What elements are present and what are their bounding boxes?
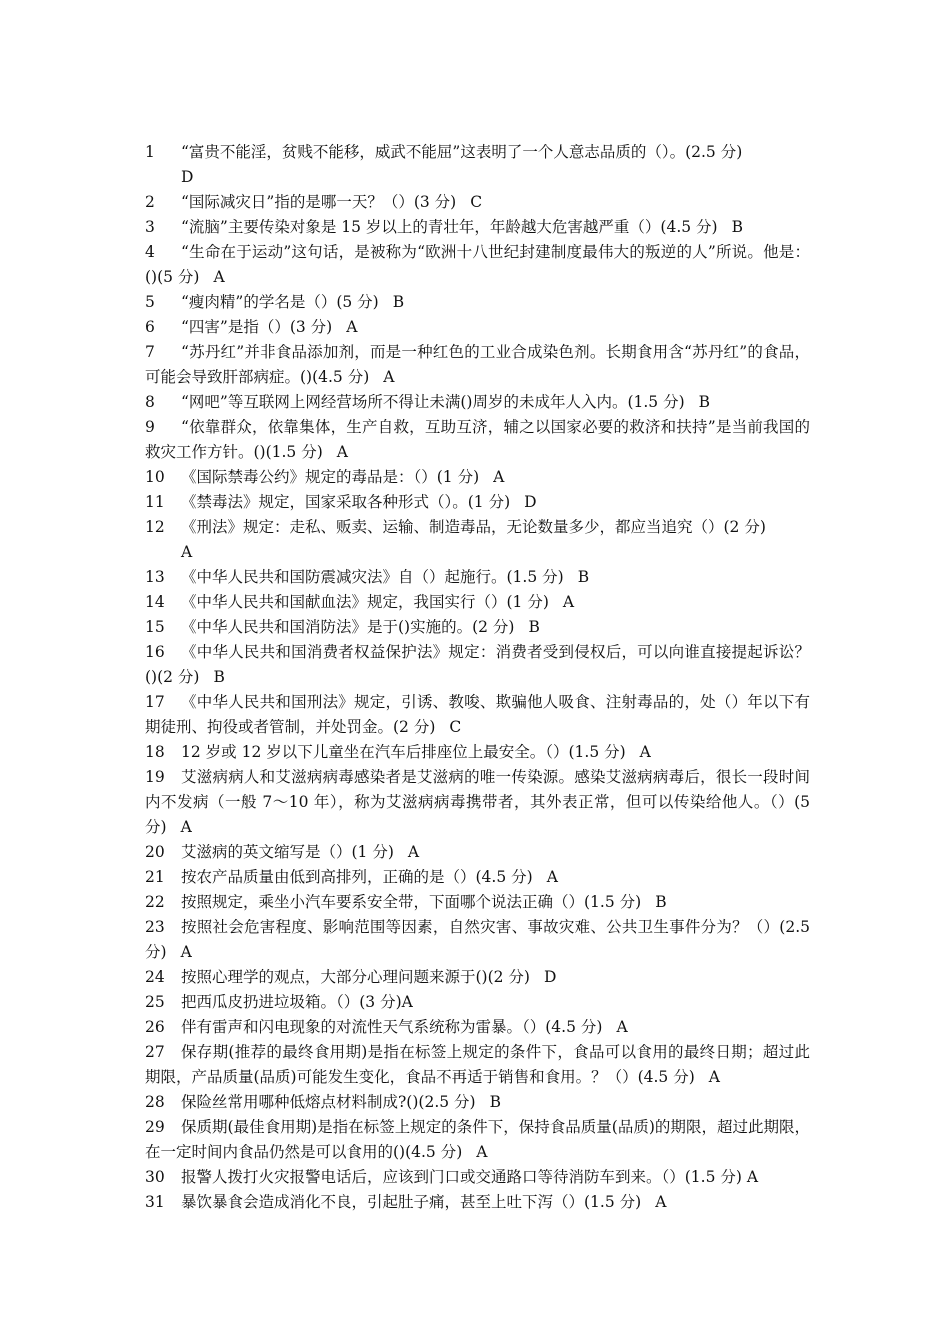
question-text: “生命在于运动”这句话，是被称为“欧洲十八世纪封建制度最伟大的叛逆的人”所说。他是：()(5 分) — [145, 243, 810, 286]
question-text: 《中华人民共和国献血法》规定，我国实行（）(1 分) — [181, 593, 549, 611]
question-number: 29 — [145, 1118, 165, 1136]
question-number: 5 — [145, 293, 155, 311]
question-item — [145, 1165, 810, 1190]
question-number: 23 — [145, 918, 165, 936]
question-answer: A — [616, 1018, 628, 1036]
question-text: “富贵不能淫，贫贱不能移，威武不能屈”这表明了一个人意志品质的（）。(2.5 分) — [181, 143, 743, 161]
question-item — [145, 515, 810, 565]
question-item — [145, 1115, 810, 1165]
question-number: 4 — [145, 243, 155, 261]
question-answer: B — [489, 1093, 501, 1111]
question-answer: A — [708, 1068, 720, 1086]
question-item — [145, 1040, 810, 1090]
question-answer: B — [577, 568, 590, 586]
question-item — [145, 865, 810, 890]
question-text: 《中华人民共和国消防法》是于()实施的。(2 分) — [181, 618, 515, 636]
question-text: “苏丹红”并非食品添加剂，而是一种红色的工业合成染色剂。长期食用含“苏丹红”的食品，可能会导致肝部病症。()(4.5 分) — [145, 343, 810, 386]
question-number: 12 — [145, 518, 165, 536]
question-number: 20 — [145, 843, 165, 861]
question-answer: B — [655, 893, 667, 911]
question-item — [145, 390, 810, 415]
question-answer: B — [698, 393, 711, 411]
question-text: 保存期(推荐的最终食用期)是指在标签上规定的条件下，食品可以食用的最终日期；超过此期限，产品质量(品质)可能发生变化，食品不再适于销售和食用。？（）(4.5 分) — [145, 1043, 810, 1086]
question-item — [145, 765, 810, 840]
question-number: 22 — [145, 893, 165, 911]
question-text: 伴有雷声和闪电现象的对流性天气系统称为雷暴。（）(4.5 分) — [181, 1018, 603, 1036]
question-text: 按照心理学的观点，大部分心理问题来源于()(2 分) — [181, 968, 530, 986]
question-answer: D — [543, 968, 557, 986]
question-item — [145, 965, 810, 990]
question-number: 10 — [145, 468, 165, 486]
question-answer: A — [180, 943, 192, 961]
question-item — [145, 315, 810, 340]
question-item — [145, 290, 810, 315]
question-answer: A — [562, 593, 575, 611]
question-text: 12 岁或 12 岁以下儿童坐在汽车后排座位上最安全。（）(1.5 分) — [181, 743, 626, 761]
question-answer: C — [470, 193, 483, 211]
question-item — [145, 340, 810, 390]
question-number: 27 — [145, 1043, 165, 1061]
question-answer: A — [407, 843, 420, 861]
question-number: 7 — [145, 343, 155, 361]
question-list — [145, 140, 810, 1215]
question-number: 3 — [145, 218, 155, 236]
question-text: “流脑”主要传染对象是 15 岁以上的青壮年，年龄越大危害越严重（）(4.5 分) — [181, 218, 718, 236]
question-number: 26 — [145, 1018, 165, 1036]
question-text: “网吧”等互联网上网经营场所不得让未满()周岁的未成年人入内。(1.5 分) — [181, 393, 685, 411]
question-item — [145, 640, 810, 690]
question-text: 《中华人民共和国消费者权益保护法》规定：消费者受到侵权后，可以向谁直接提起诉讼？()(2 分) — [145, 643, 810, 686]
question-answer: A — [213, 268, 225, 286]
question-answer: A — [336, 443, 348, 461]
question-number: 14 — [145, 593, 165, 611]
question-text: “依靠群众，依靠集体，生产自救，互助互济，辅之以国家必要的救济和扶持”是当前我国的救灾工作方针。()(1.5 分) — [145, 418, 810, 461]
question-text: 艾滋病的英文缩写是（）(1 分) — [181, 843, 394, 861]
question-text: 按照社会危害程度、影响范围等因素，自然灾害、事故灾难、公共卫生事件分为？（）(2.5 分) — [145, 918, 810, 961]
question-number: 15 — [145, 618, 165, 636]
question-text: 按照规定，乘坐小汽车要系安全带，下面哪个说法正确（）(1.5 分) — [181, 893, 642, 911]
question-number: 18 — [145, 743, 165, 761]
question-text: 《中华人民共和国刑法》规定，引诱、教唆、欺骗他人吸食、注射毒品的，处（）年以下有期徒刑、拘役或者管制，并处罚金。(2 分) — [145, 693, 810, 736]
question-item — [145, 1190, 810, 1215]
question-text: 艾滋病病人和艾滋病病毒感染者是艾滋病的唯一传染源。感染艾滋病病毒后，很长一段时间内不发病（一般 7～10 年），称为艾滋病病毒携带者，其外表正常，但可以传染给他人。（）(5 分) — [145, 768, 810, 836]
question-number: 16 — [145, 643, 165, 661]
question-item — [145, 690, 810, 740]
question-number: 28 — [145, 1093, 165, 1111]
question-number: 24 — [145, 968, 165, 986]
question-item — [145, 465, 810, 490]
question-number: 9 — [145, 418, 155, 436]
question-item — [145, 615, 810, 640]
question-text: “国际减灾日”指的是哪一天？（）(3 分) — [181, 193, 457, 211]
question-item — [145, 990, 810, 1015]
question-text: 《中华人民共和国防震减灾法》自（）起施行。(1.5 分) — [181, 568, 564, 586]
question-number: 8 — [145, 393, 155, 411]
question-number: 30 — [145, 1168, 165, 1186]
question-item — [145, 740, 810, 765]
question-item — [145, 240, 810, 290]
question-item — [145, 190, 810, 215]
question-text: 报警人拨打火灾报警电话后，应该到门口或交通路口等待消防车到来。（）(1.5 分) A — [181, 1168, 759, 1186]
question-number: 11 — [145, 493, 165, 511]
question-answer: B — [528, 618, 540, 636]
question-number: 31 — [145, 1193, 165, 1211]
question-answer: B — [392, 293, 405, 311]
question-number: 21 — [145, 868, 165, 886]
question-answer: A — [476, 1143, 488, 1161]
question-answer: A — [493, 468, 505, 486]
question-answer: A — [180, 818, 192, 836]
question-answer: C — [449, 718, 462, 736]
question-text: 《禁毒法》规定，国家采取各种形式（）。(1 分) — [181, 493, 511, 511]
question-item — [145, 1090, 810, 1115]
question-answer: A — [181, 543, 193, 561]
question-answer: B — [731, 218, 743, 236]
question-item — [145, 840, 810, 865]
question-number: 25 — [145, 993, 165, 1011]
question-answer: A — [655, 1193, 667, 1211]
question-answer: A — [639, 743, 651, 761]
question-text: “瘦肉精”的学名是（）(5 分) — [181, 293, 379, 311]
question-text: 按农产品质量由低到高排列，正确的是（）(4.5 分) — [181, 868, 533, 886]
question-answer: A — [383, 368, 395, 386]
question-item — [145, 1015, 810, 1040]
question-answer: A — [346, 318, 358, 336]
question-item — [145, 915, 810, 965]
question-item — [145, 890, 810, 915]
question-number: 2 — [145, 193, 155, 211]
question-number: 17 — [145, 693, 165, 711]
question-number: 6 — [145, 318, 155, 336]
question-item — [145, 565, 810, 590]
question-number: 13 — [145, 568, 165, 586]
question-item — [145, 590, 810, 615]
question-text: 暴饮暴食会造成消化不良，引起肚子痛，甚至上吐下泻（）(1.5 分) — [181, 1193, 642, 1211]
question-answer: D — [181, 168, 194, 186]
question-text: 保险丝常用哪种低熔点材料制成?()(2.5 分) — [181, 1093, 476, 1111]
question-text: 把西瓜皮扔进垃圾箱。（）(3 分)A — [181, 993, 413, 1011]
question-answer: A — [546, 868, 558, 886]
question-item — [145, 215, 810, 240]
question-text: “四害”是指（）(3 分) — [181, 318, 333, 336]
question-text: 《刑法》规定：走私、贩卖、运输、制造毒品，无论数量多少，都应当追究（）(2 分) — [181, 518, 766, 536]
question-number: 1 — [145, 143, 155, 161]
question-number: 19 — [145, 768, 165, 786]
question-text: 《国际禁毒公约》规定的毒品是：（）(1 分) — [181, 468, 480, 486]
question-answer: B — [213, 668, 225, 686]
question-item — [145, 140, 810, 190]
question-item — [145, 490, 810, 515]
question-answer: D — [524, 493, 537, 511]
question-text: 保质期(最佳食用期)是指在标签上规定的条件下，保持食品质量(品质)的期限，超过此期限，在一定时间内食品仍然是可以食用的()(4.5 分) — [145, 1118, 810, 1161]
question-item — [145, 415, 810, 465]
